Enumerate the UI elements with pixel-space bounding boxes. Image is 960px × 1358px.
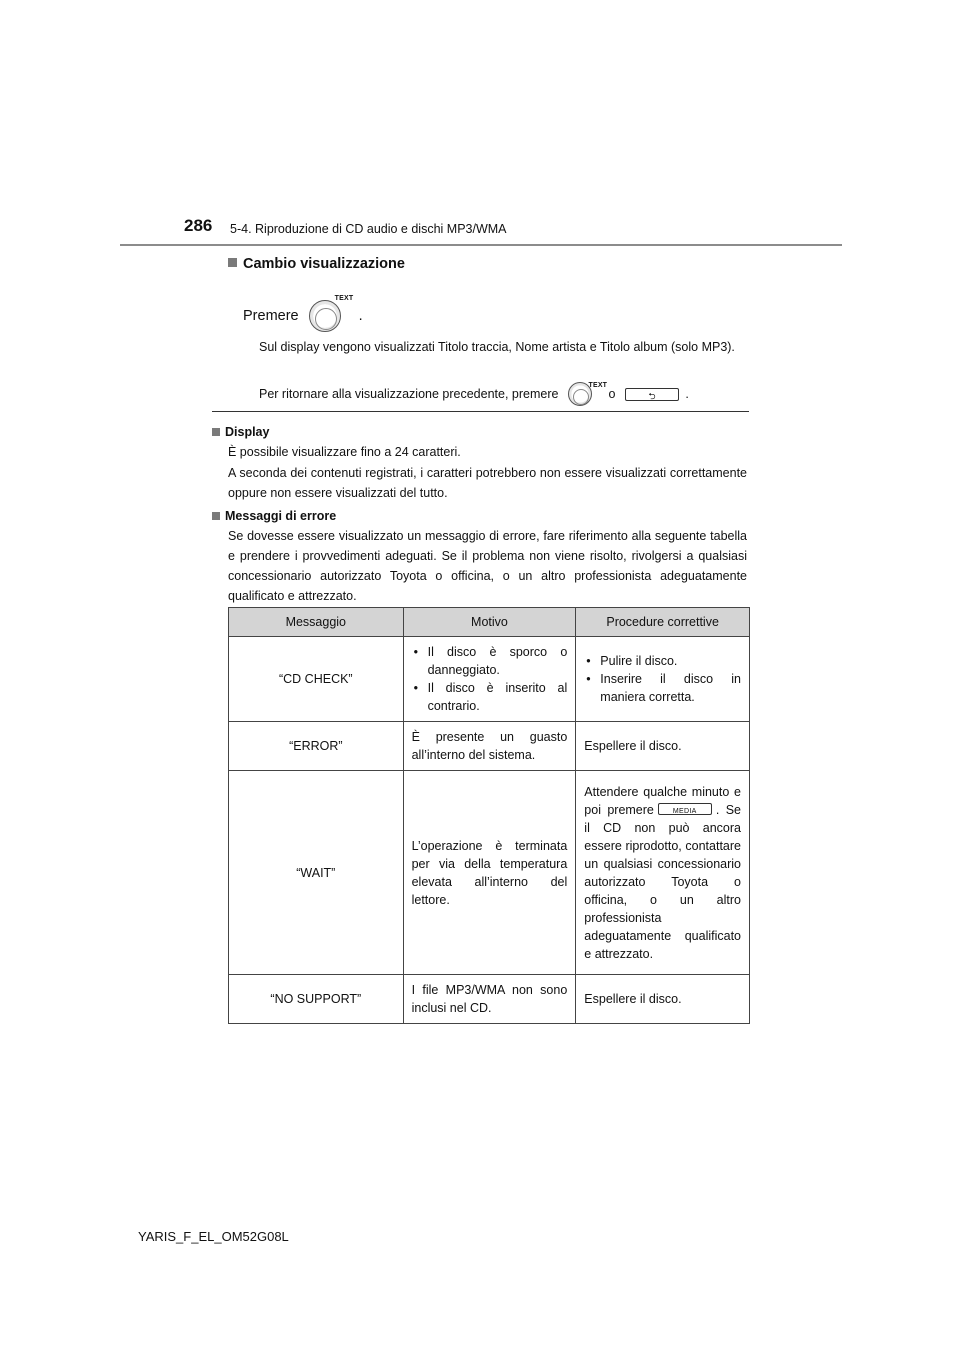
cell-reason: I file MP3/WMA non sono inclusi nel CD. bbox=[403, 975, 576, 1024]
table-row bbox=[229, 975, 750, 1024]
cell-action bbox=[576, 637, 750, 722]
cell-action bbox=[576, 771, 750, 975]
table-row bbox=[229, 771, 750, 975]
square-bullet-icon bbox=[228, 258, 237, 267]
cell-message: “ERROR” bbox=[229, 722, 404, 771]
knob-inner bbox=[315, 308, 337, 330]
error-title: Messaggi di errore bbox=[225, 509, 337, 523]
list-item: • Pulire il disco. bbox=[584, 652, 741, 670]
heading-text: Cambio visualizzazione bbox=[243, 256, 405, 272]
document-code: YARIS_F_EL_OM52G08L bbox=[138, 1229, 289, 1244]
media-label: MEDIA bbox=[672, 807, 697, 815]
cell-reason bbox=[403, 637, 576, 722]
cell-action: Espellere il disco. bbox=[576, 722, 750, 771]
cell-action: Espellere il disco. bbox=[576, 975, 750, 1024]
knob-label: TEXT bbox=[334, 295, 354, 302]
error-heading bbox=[212, 506, 336, 526]
content-divider bbox=[212, 411, 749, 412]
display-heading bbox=[212, 422, 269, 442]
return-instruction bbox=[259, 380, 689, 408]
error-description: Se dovesse essere visualizzato un messaggio di errore, fare riferimento alla seguente tabella e prendere i provvedimenti adeguati. Se il problema non viene risolto, rivolgersi a qualsiasi concessionario autorizzato Toyota o officina, o un altro professionista adeguatamente qualificato e attrezzato. bbox=[228, 529, 747, 603]
square-bullet-icon bbox=[212, 512, 220, 520]
knob-label: TEXT bbox=[588, 382, 608, 389]
list-item: • Il disco è sporco o danneggiato. bbox=[412, 643, 568, 679]
square-bullet-icon bbox=[212, 428, 220, 436]
table-row bbox=[229, 722, 750, 771]
return-text: Per ritornare alla visualizzazione precedente, premere bbox=[259, 387, 559, 401]
action-text-after: . Se il CD non può ancora essere riprodotto, contattare un qualsiasi concessionario autorizzato Toyota o officina, o un altro professionista adeguatamente qualificato e attrezzato. bbox=[584, 802, 741, 961]
cell-message: “NO SUPPORT” bbox=[229, 975, 404, 1024]
list-item: • Il disco è inserito al contrario. bbox=[412, 679, 568, 715]
knob-outer bbox=[309, 300, 341, 332]
knob-inner bbox=[573, 389, 589, 405]
section-heading bbox=[228, 256, 405, 272]
cell-message: “WAIT” bbox=[229, 771, 404, 975]
back-button-icon: ⮌ bbox=[625, 388, 679, 401]
or-text: o bbox=[608, 387, 616, 401]
header-reason: Motivo bbox=[403, 608, 576, 637]
header-message: Messaggio bbox=[229, 608, 404, 637]
cell-reason: L’operazione è terminata per via della temperatura elevata all’interno del lettore. bbox=[403, 771, 576, 975]
table-header-row bbox=[229, 608, 750, 637]
step-period: . bbox=[358, 308, 363, 324]
display-line-2: A seconda dei contenuti registrati, i caratteri potrebbero non essere visualizzati correttamente oppure non essere visualizzati del tutto. bbox=[228, 466, 747, 500]
cell-reason: È presente un guasto all’interno del sistema. bbox=[403, 722, 576, 771]
display-description: Sul display vengono visualizzati Titolo traccia, Nome artista e Titolo album (solo MP3). bbox=[259, 340, 735, 354]
step-instruction bbox=[243, 295, 363, 334]
step-text: Premere bbox=[243, 308, 299, 324]
error-table bbox=[228, 607, 750, 1024]
text-knob-icon bbox=[309, 295, 354, 334]
cell-message: “CD CHECK” bbox=[229, 637, 404, 722]
header-divider bbox=[120, 244, 842, 246]
page-number: 286 bbox=[184, 216, 213, 235]
header-action: Procedure correttive bbox=[576, 608, 750, 637]
section-title: 5-4. Riproduzione di CD audio e dischi MP3/WMA bbox=[230, 222, 507, 236]
display-line-1: È possibile visualizzare fino a 24 caratteri. bbox=[228, 445, 461, 459]
media-button-icon bbox=[658, 803, 712, 815]
list-item: • Inserire il disco in maniera corretta. bbox=[584, 670, 741, 706]
return-period: . bbox=[685, 387, 689, 401]
display-title: Display bbox=[225, 425, 270, 439]
table-row bbox=[229, 637, 750, 722]
action-text: Attendere qualche minuto e poi premere bbox=[584, 784, 741, 817]
text-knob-icon bbox=[568, 380, 608, 408]
